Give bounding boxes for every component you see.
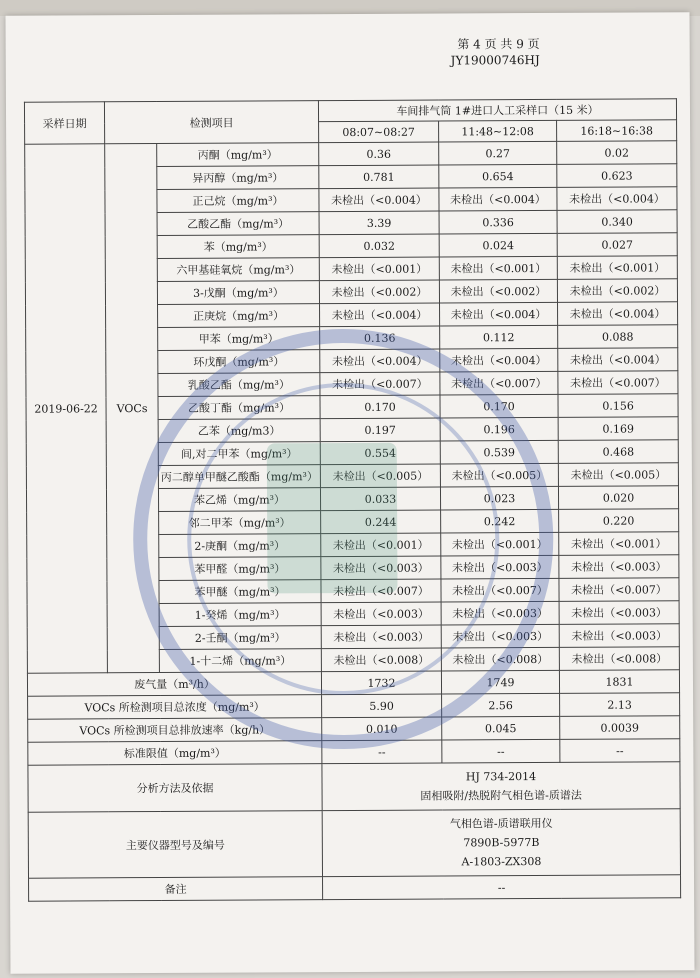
compound-value: 未检出（<0.004） (319, 188, 439, 212)
compound-value: 0.156 (558, 394, 678, 418)
compound-value: 未检出（<0.002） (439, 279, 557, 303)
sampling-location-header: 车间排气筒 1#进口人工采样口（15 米） (318, 99, 676, 122)
compound-value: 0.032 (319, 234, 439, 258)
compound-value: 未检出（<0.001） (441, 532, 559, 556)
summary-label: 废气量（m³/h） (27, 672, 321, 697)
summary-value: 0.045 (442, 716, 560, 740)
summary-value: -- (442, 739, 560, 763)
compound-value: 0.220 (559, 509, 679, 533)
compound-name: 正庚烷（mg/m³） (158, 304, 320, 328)
compound-value: 未检出（<0.003） (559, 624, 679, 648)
summary-value: 1831 (559, 670, 679, 694)
summary-value: 1749 (441, 670, 559, 694)
compound-value: 未检出（<0.003） (441, 555, 559, 579)
compound-value: 0.336 (439, 210, 557, 234)
compound-value: 未检出（<0.007） (559, 578, 679, 602)
compound-value: 未检出（<0.007） (320, 372, 440, 396)
compound-value: 0.623 (557, 164, 677, 188)
compound-value: 未检出（<0.002） (557, 279, 677, 303)
instrument-label: 主要仪器型号及编号 (28, 811, 322, 879)
remark-value: -- (323, 875, 681, 900)
compound-value: 0.781 (319, 165, 439, 189)
summary-row (28, 739, 680, 765)
compound-value: 未检出（<0.007） (440, 371, 558, 395)
compound-name: 苯乙烯（mg/m³） (158, 488, 320, 512)
compound-value: 0.024 (439, 233, 557, 257)
compound-value: 未检出（<0.001） (321, 533, 441, 557)
compound-name: 甲苯（mg/m³） (158, 327, 320, 351)
compound-value: 未检出（<0.001） (557, 256, 677, 280)
compound-value: 0.023 (440, 486, 558, 510)
summary-value: 2.56 (442, 693, 560, 717)
summary-row (28, 693, 680, 719)
summary-value: 0.010 (322, 717, 442, 741)
compound-name: 乙苯（mg/m3） (158, 419, 320, 443)
compound-value: 0.197 (320, 418, 440, 442)
compound-value: 0.36 (319, 142, 439, 166)
compound-value: 0.027 (557, 233, 677, 257)
compound-value: 未检出（<0.007） (558, 371, 678, 395)
compound-value: 0.554 (320, 441, 440, 465)
compound-name: 1-癸烯（mg/m³） (159, 603, 321, 627)
instrument-value (322, 809, 680, 877)
method-value (322, 762, 680, 811)
compound-value: 未检出（<0.004） (439, 187, 557, 211)
compound-value: 未检出（<0.004） (558, 302, 678, 326)
sampling-date: 2019-06-22 (25, 144, 108, 673)
compound-value: 0.468 (558, 440, 678, 464)
time-header-1: 08:07~08:27 (319, 121, 439, 143)
compound-value: 未检出（<0.001） (439, 256, 557, 280)
time-header-3: 16:18~16:38 (557, 120, 677, 142)
compound-value: 0.196 (440, 417, 558, 441)
report-number: JY19000746HJ (450, 53, 540, 68)
compound-name: 异丙醇（mg/m³） (157, 166, 319, 190)
compound-value: 0.27 (439, 141, 557, 165)
compound-value: 未检出（<0.004） (320, 303, 440, 327)
compound-name: 1-十二烯（mg/m³） (159, 649, 321, 673)
compound-value: 未检出（<0.004） (440, 348, 558, 372)
compound-value: 未检出（<0.007） (321, 579, 441, 603)
compound-value: 0.244 (321, 510, 441, 534)
compound-value: 0.170 (320, 395, 440, 419)
compound-value: 未检出（<0.008） (559, 647, 679, 671)
compound-name: 六甲基硅氧烷（mg/m³） (157, 258, 319, 282)
compound-name: 丙酮（mg/m³） (157, 143, 319, 167)
compound-value: 未检出（<0.003） (441, 601, 559, 625)
method-row (28, 762, 680, 812)
remark-row (29, 875, 681, 901)
summary-label: 标准限值（mg/m³） (28, 741, 322, 766)
summary-label: VOCs 所检测项目总排放速率（kg/h） (28, 718, 322, 743)
compound-name: 3-戊酮（mg/m³） (157, 281, 319, 305)
compound-name: 苯甲醛（mg/m³） (159, 557, 321, 581)
compound-value: 未检出（<0.003） (321, 556, 441, 580)
compound-name: 环戊酮（mg/m³） (158, 350, 320, 374)
summary-value: 2.13 (560, 693, 680, 717)
compound-name: 间,对二甲苯（mg/m³） (158, 442, 320, 466)
compound-value: 0.088 (558, 325, 678, 349)
remark-label: 备注 (29, 877, 323, 902)
compound-name: 苯（mg/m³） (157, 235, 319, 259)
page-number: 第 4 页 共 9 页 (457, 37, 540, 52)
summary-value: 0.0039 (560, 716, 680, 740)
compound-value: 未检出（<0.004） (440, 302, 558, 326)
compound-name: 乙酸乙酯（mg/m³） (157, 212, 319, 236)
compound-value: 0.112 (440, 325, 558, 349)
compound-value: 未检出（<0.004） (320, 349, 440, 373)
summary-row (28, 716, 680, 742)
method-label: 分析方法及依据 (28, 764, 322, 813)
compound-value: 0.020 (558, 486, 678, 510)
method-line: HJ 734-2014 (465, 770, 537, 784)
compound-value: 未检出（<0.004） (558, 348, 678, 372)
report-page (5, 12, 694, 974)
voc-results-table (24, 98, 681, 901)
voc-group-label: VOCs (105, 144, 160, 673)
compound-value: 0.033 (320, 487, 440, 511)
compound-value: 0.242 (441, 509, 559, 533)
compound-name: 苯甲醚（mg/m³） (159, 580, 321, 604)
instrument-line: 7890B-5977B (463, 836, 540, 850)
time-header-2: 11:48~12:08 (439, 120, 557, 142)
summary-value: 5.90 (322, 694, 442, 718)
summary-value: 1732 (321, 671, 441, 695)
compound-value: 未检出（<0.005） (320, 464, 440, 488)
summary-label: VOCs 所检测项目总浓度（mg/m³） (28, 695, 322, 720)
compound-value: 未检出（<0.002） (319, 280, 439, 304)
compound-value: 0.170 (440, 394, 558, 418)
compound-name: 丙二醇单甲醚乙酸酯（mg/m³） (158, 465, 320, 489)
compound-value: 未检出（<0.007） (441, 578, 559, 602)
compound-value: 未检出（<0.003） (559, 555, 679, 579)
compound-value: 未检出（<0.001） (559, 532, 679, 556)
compound-value: 0.340 (557, 210, 677, 234)
compound-value: 未检出（<0.003） (559, 601, 679, 625)
compound-name: 2-庚酮（mg/m³） (159, 534, 321, 558)
compound-value: 未检出（<0.003） (321, 625, 441, 649)
compound-name: 2-壬酮（mg/m³） (159, 626, 321, 650)
compound-value: 未检出（<0.003） (441, 624, 559, 648)
instrument-line: 气相色谱-质谱联用仪 (449, 816, 553, 831)
compound-value: 未检出（<0.005） (558, 463, 678, 487)
compound-name: 乳酸乙酯（mg/m³） (158, 373, 320, 397)
compound-value: 0.654 (439, 164, 557, 188)
compound-value: 未检出（<0.008） (441, 647, 559, 671)
test-item-header: 检测项目 (104, 101, 318, 144)
compound-value: 3.39 (319, 211, 439, 235)
compound-value: 未检出（<0.003） (321, 602, 441, 626)
compound-name: 乙酸丁酯（mg/m³） (158, 396, 320, 420)
summary-value: -- (560, 739, 680, 763)
compound-value: 0.02 (557, 141, 677, 165)
instrument-line: A-1803-ZX308 (461, 855, 542, 869)
summary-value: -- (322, 740, 442, 764)
table-row (25, 141, 677, 167)
sampling-date-header: 采样日期 (24, 102, 104, 144)
compound-value: 未检出（<0.008） (321, 648, 441, 672)
compound-value: 0.539 (440, 440, 558, 464)
method-line: 固相吸附/热脱附气相色谱-质谱法 (420, 788, 582, 803)
compound-value: 0.169 (558, 417, 678, 441)
compound-value: 0.136 (320, 326, 440, 350)
compound-name: 正己烷（mg/m³） (157, 189, 319, 213)
instrument-row (28, 809, 680, 878)
compound-value: 未检出（<0.001） (319, 257, 439, 281)
compound-name: 邻二甲苯（mg/m³） (159, 511, 321, 535)
compound-value: 未检出（<0.005） (440, 463, 558, 487)
compound-value: 未检出（<0.004） (557, 187, 677, 211)
summary-row (27, 670, 679, 696)
